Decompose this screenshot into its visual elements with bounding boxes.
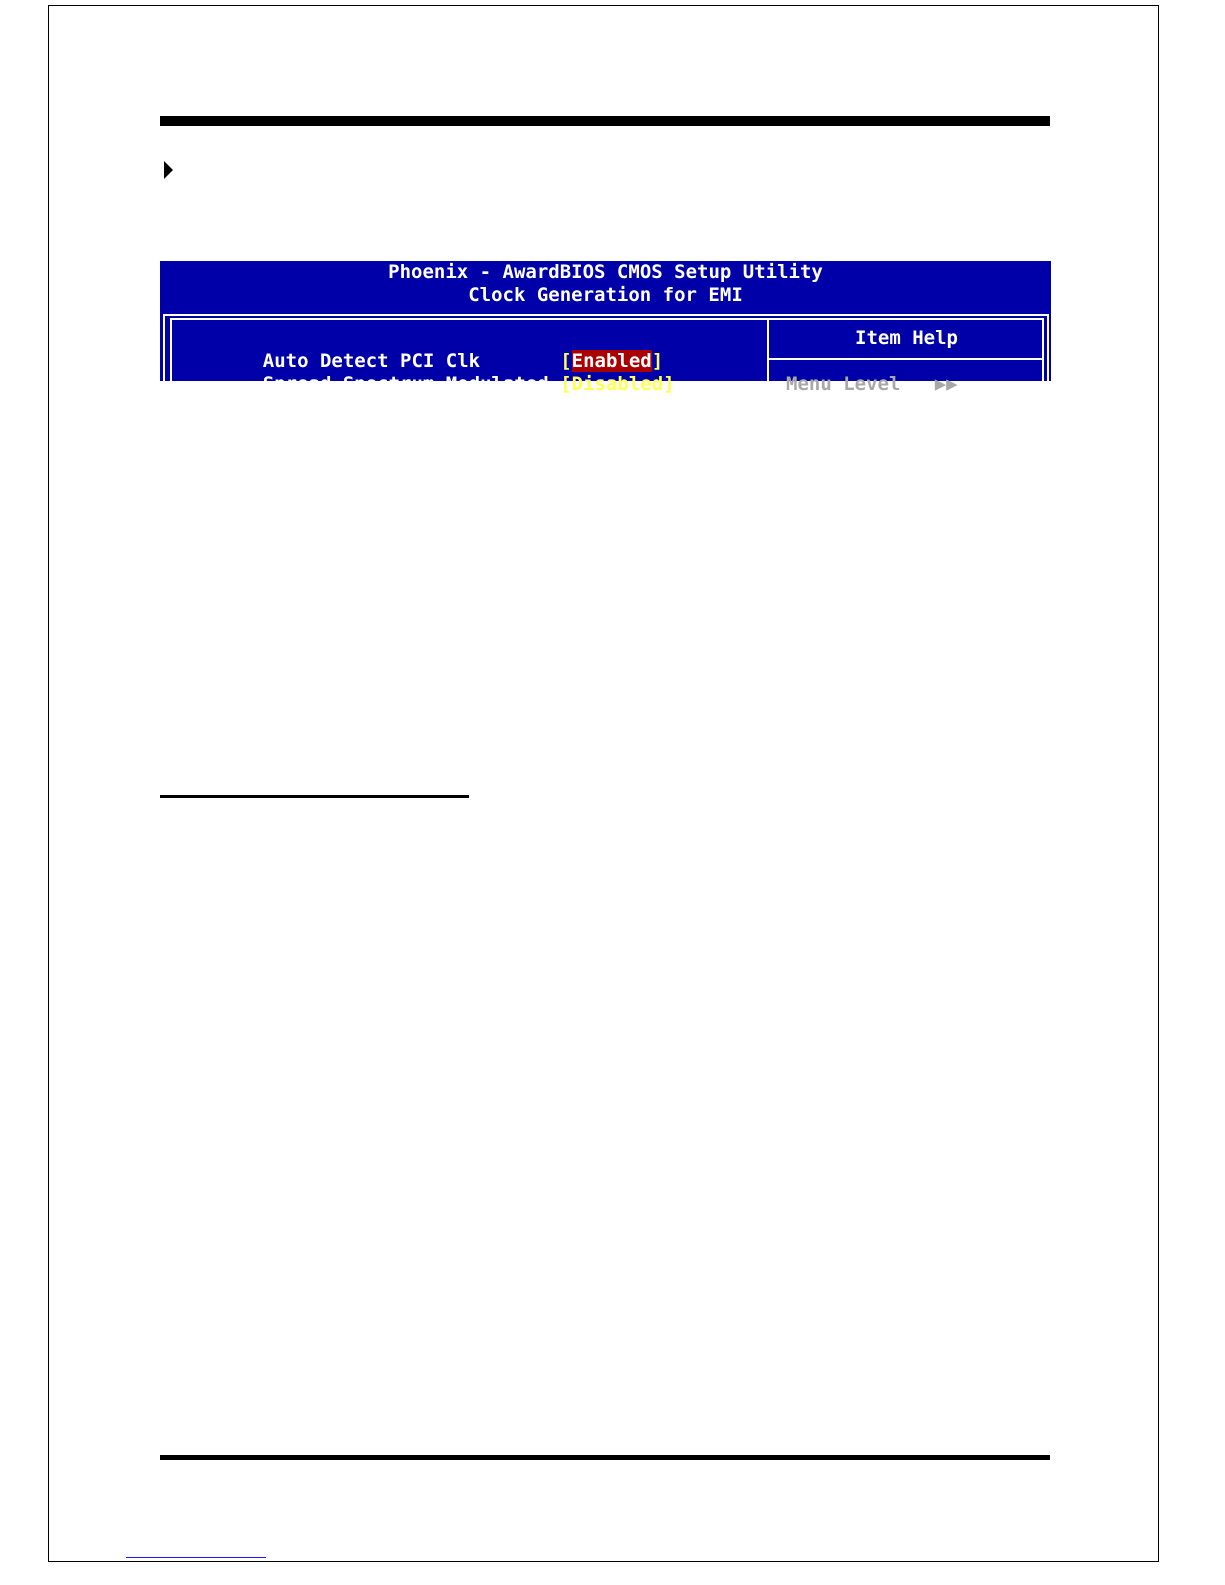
bios-item-label: Auto Detect PCI Clk <box>262 350 481 372</box>
bios-item-value[interactable]: Enabled <box>571 350 652 372</box>
bios-item-label: Spread Spectrum Modulated <box>262 373 549 395</box>
section-bullet-icon <box>164 161 173 179</box>
footer-rule <box>160 1455 1050 1460</box>
bios-open-bracket: [ <box>560 350 572 372</box>
bios-close-bracket: ] <box>651 350 664 372</box>
section-divider <box>160 795 469 798</box>
bios-title-line2: Clock Generation for EMI <box>468 284 743 306</box>
bios-close-bracket: ] <box>663 373 675 395</box>
bios-item-help-title: Item Help <box>855 327 958 349</box>
bios-help-menu-level: Menu Level ▶▶ <box>786 373 958 395</box>
bios-item-value[interactable]: Disabled <box>571 373 664 395</box>
page-frame <box>48 5 1159 1562</box>
bios-screenshot <box>160 261 1051 395</box>
bios-help-separator <box>769 358 1044 360</box>
bios-title-line1: Phoenix - AwardBIOS CMOS Setup Utility <box>388 261 823 283</box>
bios-open-bracket: [ <box>560 373 572 395</box>
footer-link-underline <box>126 1557 266 1558</box>
bios-title <box>160 261 1051 307</box>
header-rule <box>160 116 1050 126</box>
bios-item-spread-spectrum[interactable] <box>217 350 675 419</box>
